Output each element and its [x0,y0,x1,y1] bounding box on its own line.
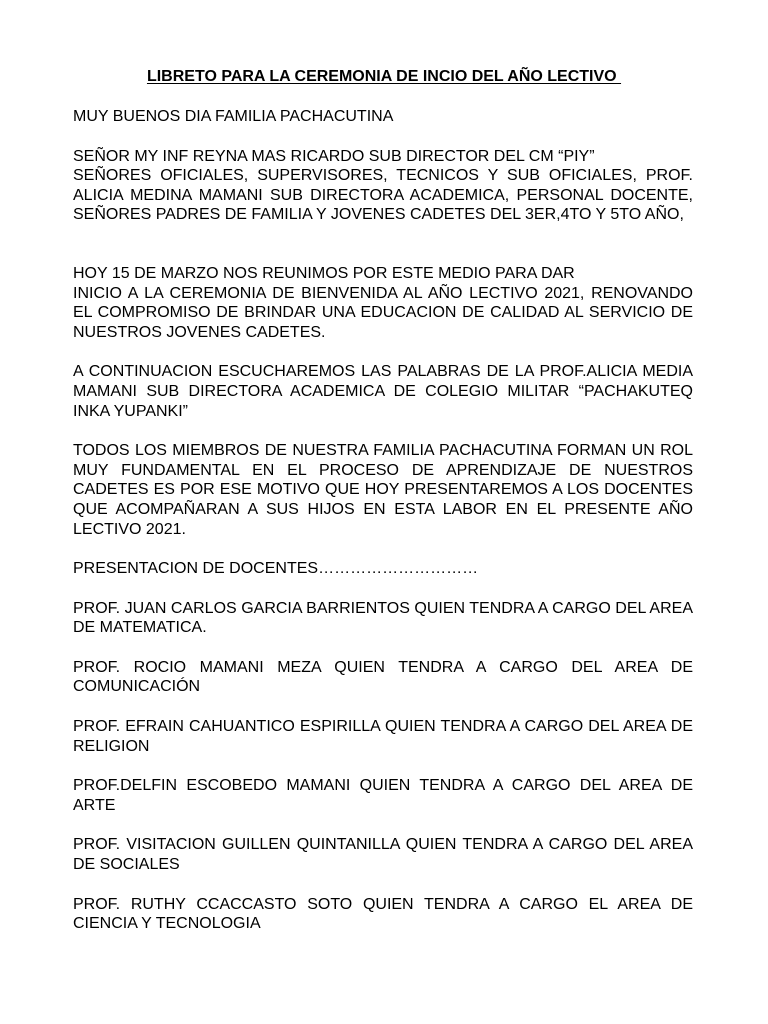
salutation-rest: SEÑORES OFICIALES, SUPERVISORES, TECNICOS Y SUB OFICIALES, PROF. ALICIA MEDINA MAMANI SUB DIRECTORA ACADEMICA, PERSONAL DOCENTE, SEÑORES PADRES DE FAMILIA Y JOVENES CADETES DEL 3ER,4TO Y 5TO AÑO, [73,167,693,224]
teacher-item: PROF. ROCIO MAMANI MEZA QUIEN TENDRA A CARGO DEL AREA DE COMUNICACIÓN [73,658,693,696]
intro-line-1: HOY 15 DE MARZO NOS REUNIMOS POR ESTE MEDIO PARA DAR [73,264,575,282]
spacer [73,638,693,658]
spacer [73,225,693,264]
teacher-item: PROF. VISITACION GUILLEN QUINTANILLA QUIEN TENDRA A CARGO DEL AREA DE SOCIALES [73,836,693,874]
spacer [73,756,693,776]
intro-paragraph [73,264,693,342]
teacher-item: PROF. RUTHY CCACCASTO SOTO QUIEN TENDRA A CARGO EL AREA DE CIENCIA Y TECNOLOGIA [73,895,693,933]
spacer [73,815,693,835]
spacer [73,579,693,599]
teacher-item: PROF. JUAN CARLOS GARCIA BARRIENTOS QUIEN TENDRA A CARGO DEL AREA DE MATEMATICA. [73,599,693,637]
spacer [73,539,693,559]
spacer [73,127,693,147]
teacher-item: PROF. EFRAIN CAHUANTICO ESPIRILLA QUIEN TENDRA A CARGO DEL AREA DE RELIGION [73,718,693,755]
spacer [73,875,693,895]
spacer [73,87,693,107]
salutation-line-1: SEÑOR MY INF REYNA MAS RICARDO SUB DIRECTOR DEL CM “PIY” [73,147,595,165]
teacher-item: PROF.DELFIN ESCOBEDO MAMANI QUIEN TENDRA A CARGO DEL AREA DE ARTE [73,777,693,814]
spacer [73,421,693,441]
salutation-paragraph [73,147,693,225]
intro-rest: INICIO A LA CEREMONIA DE BIENVENIDA AL AÑO LECTIVO 2021, RENOVANDO EL COMPROMISO DE BRINDAR UNA EDUCACION DE CALIDAD AL SERVICIO DE NUESTROS JOVENES CADETES. [73,284,693,341]
document-title: LIBRETO PARA LA CEREMONIA DE INCIO DEL AÑO LECTIVO [146,68,622,85]
spacer [73,342,693,362]
document-page [73,67,693,934]
words-paragraph: A CONTINUACION ESCUCHAREMOS LAS PALABRAS DE LA PROF.ALICIA MEDIA MAMANI SUB DIRECTORA ACADEMICA DE COLEGIO MILITAR “PACHAKUTEQ INKA YUPANKI” [73,363,693,420]
spacer [73,697,693,717]
greeting: MUY BUENOS DIA FAMILIA PACHACUTINA [73,108,394,125]
family-paragraph: TODOS LOS MIEMBROS DE NUESTRA FAMILIA PACHACUTINA FORMAN UN ROL MUY FUNDAMENTAL EN EL PROCESO DE APRENDIZAJE DE NUESTROS CADETES ES POR ESE MOTIVO QUE HOY PRESENTAREMOS A LOS DOCENTES QUE ACOMPAÑARAN A SUS HIJOS EN ESTA LABOR EN EL PRESENTE AÑO LECTIVO 2021. [73,442,693,538]
presentation-heading: PRESENTACION DE DOCENTES………………………… [73,560,479,578]
